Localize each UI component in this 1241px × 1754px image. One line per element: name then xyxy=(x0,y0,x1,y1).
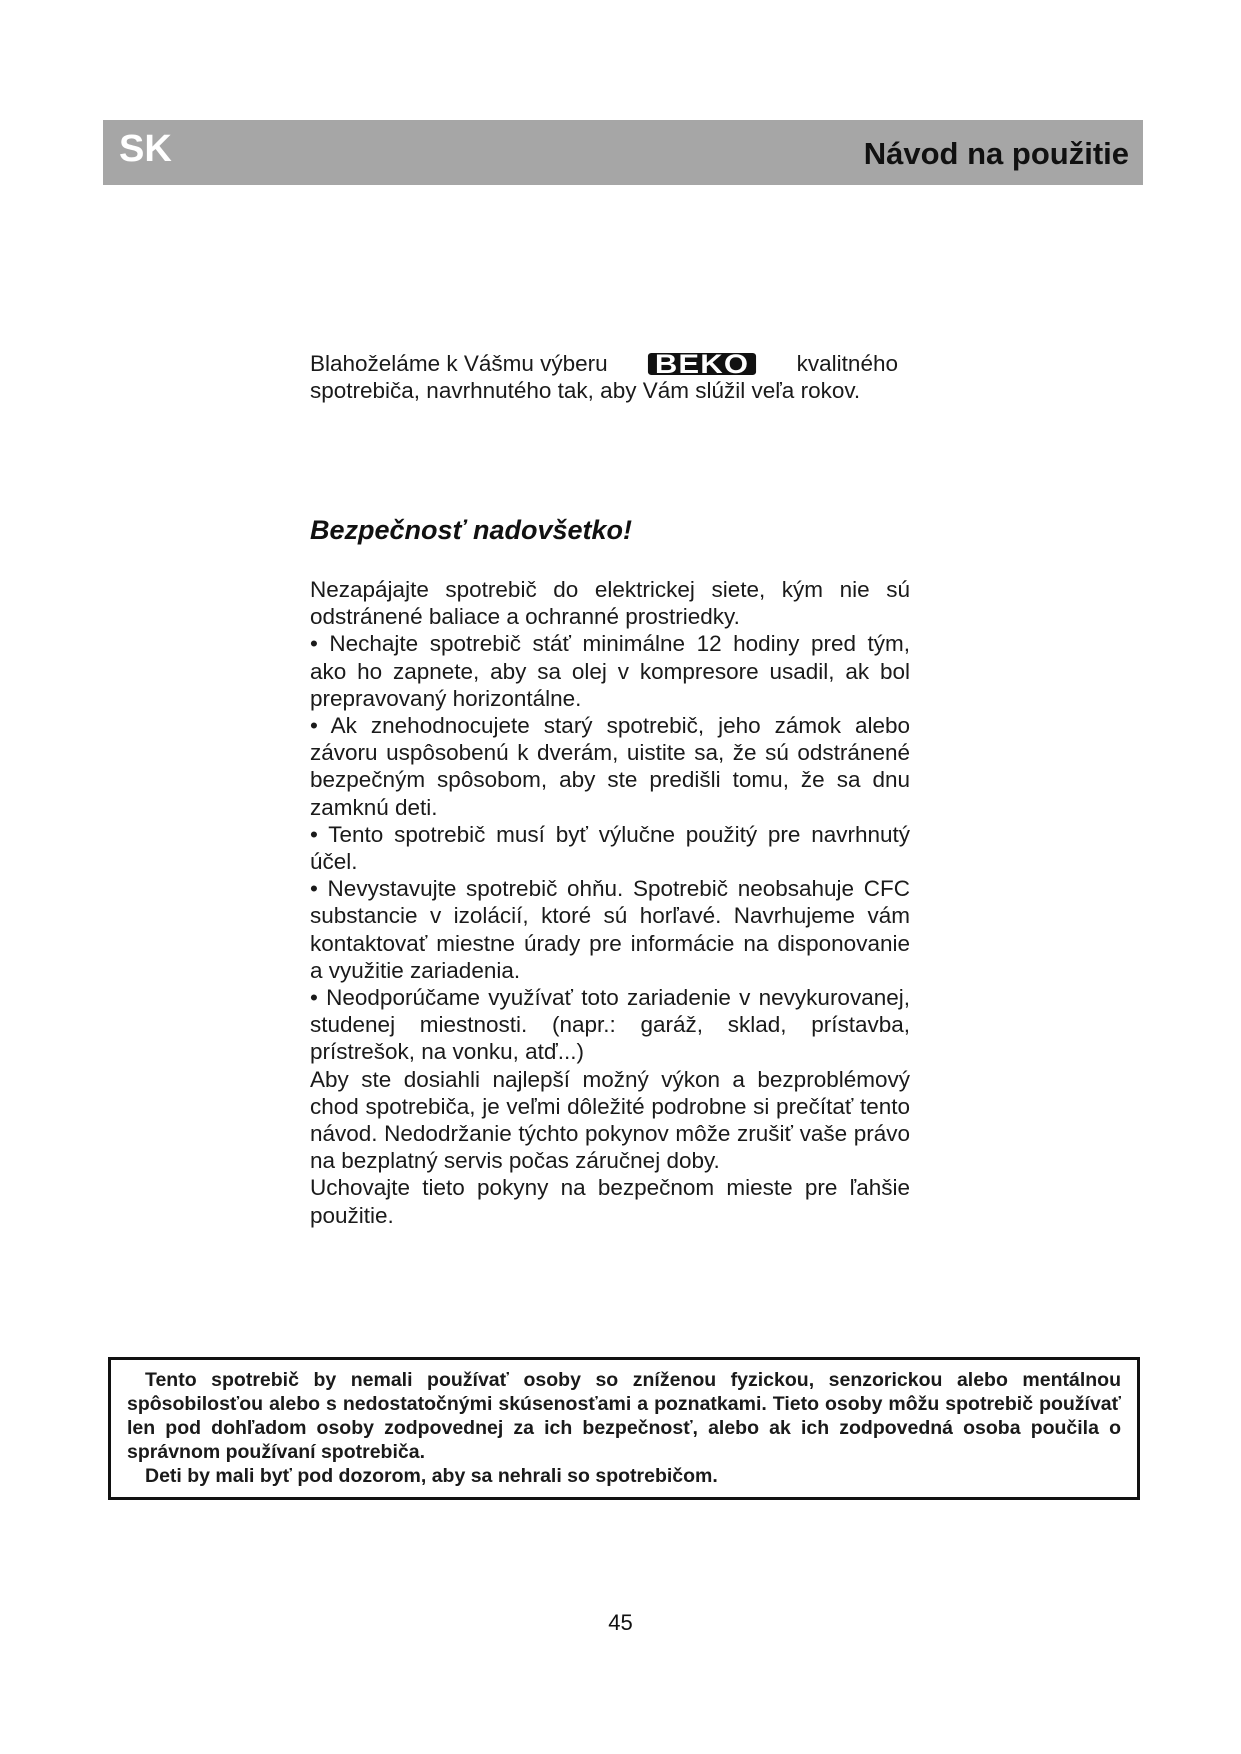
instruction-paragraph: Uchovajte tieto pokyny na bezpečnom mieste pre ľahšie použitie. xyxy=(310,1175,910,1228)
instruction-paragraph: Nezapájajte spotrebič do elektrickej siete, kým nie sú odstránené baliace a ochranné prostriedky. xyxy=(310,577,910,630)
intro-line-2: spotrebiča, navrhnutého tak, aby Vám slúžil veľa rokov. xyxy=(310,378,861,403)
header-bar xyxy=(103,120,1143,185)
notice-paragraph: Tento spotrebič by nemali používať osoby so zníženou fyzickou, senzorickou alebo mentálnou spôsobilosťou alebo s nedostatočnými skúsenosťami a poznatkami. Tieto osoby môžu spotrebič používať len pod dohľadom osoby zodpovednej za ich bezpečnosť, alebo ak ich zodpovedná osoba poučila o správnom používaní spotrebiča. xyxy=(127,1369,1121,1463)
beko-logo: BEKO xyxy=(648,353,756,375)
section-title: Bezpečnosť nadovšetko! xyxy=(310,515,633,545)
intro-text-before-logo: Blahoželáme k Vášmu výberu xyxy=(310,351,608,376)
instruction-bullet: • Neodporúčame využívať toto zariadenie v nevykurovanej, studenej miestnosti. (napr.: garáž, sklad, prístavba, prístrešok, na vonku, atď...) xyxy=(310,985,910,1065)
page-number: 45 xyxy=(608,1610,633,1635)
safety-notice-box xyxy=(108,1357,1140,1500)
instruction-bullet: • Ak znehodnocujete starý spotrebič, jeho zámok alebo závoru uspôsobenú k dverám, uistite sa, že sú odstránené bezpečným spôsobom, aby ste predišli tomu, že sa dnu zamknú deti. xyxy=(310,713,910,820)
page-title: Návod na použitie xyxy=(863,136,1129,171)
instruction-bullet: • Tento spotrebič musí byť výlučne použitý pre navrhnutý účel. xyxy=(310,821,910,875)
intro-paragraph xyxy=(310,350,898,404)
notice-paragraph: Deti by mali byť pod dozorom, aby sa nehrali so spotrebičom. xyxy=(145,1465,718,1487)
safety-instructions xyxy=(310,576,910,1229)
intro-text-after-logo: kvalitného xyxy=(796,351,898,376)
language-code: SK xyxy=(119,128,172,170)
instruction-paragraph: Aby ste dosiahli najlepší možný výkon a bezproblémový chod spotrebiča, je veľmi dôležité podrobne si prečítať tento návod. Nedodržanie týchto pokynov môže zrušiť vaše právo na bezplatný servis počas záručnej doby. xyxy=(310,1066,910,1174)
intro-line-1 xyxy=(310,350,898,377)
instruction-bullet: • Nevystavujte spotrebič ohňu. Spotrebič neobsahuje CFC substancie v izolácií, ktoré sú horľavé. Navrhujeme vám kontaktovať miestne úrady pre informácie na disponovanie a využitie zariadenia. xyxy=(310,876,910,983)
instruction-bullet: • Nechajte spotrebič stáť minimálne 12 hodiny pred tým, ako ho zapnete, aby sa olej v kompresore usadil, ak bol prepravovaný horizontálne. xyxy=(310,631,910,711)
